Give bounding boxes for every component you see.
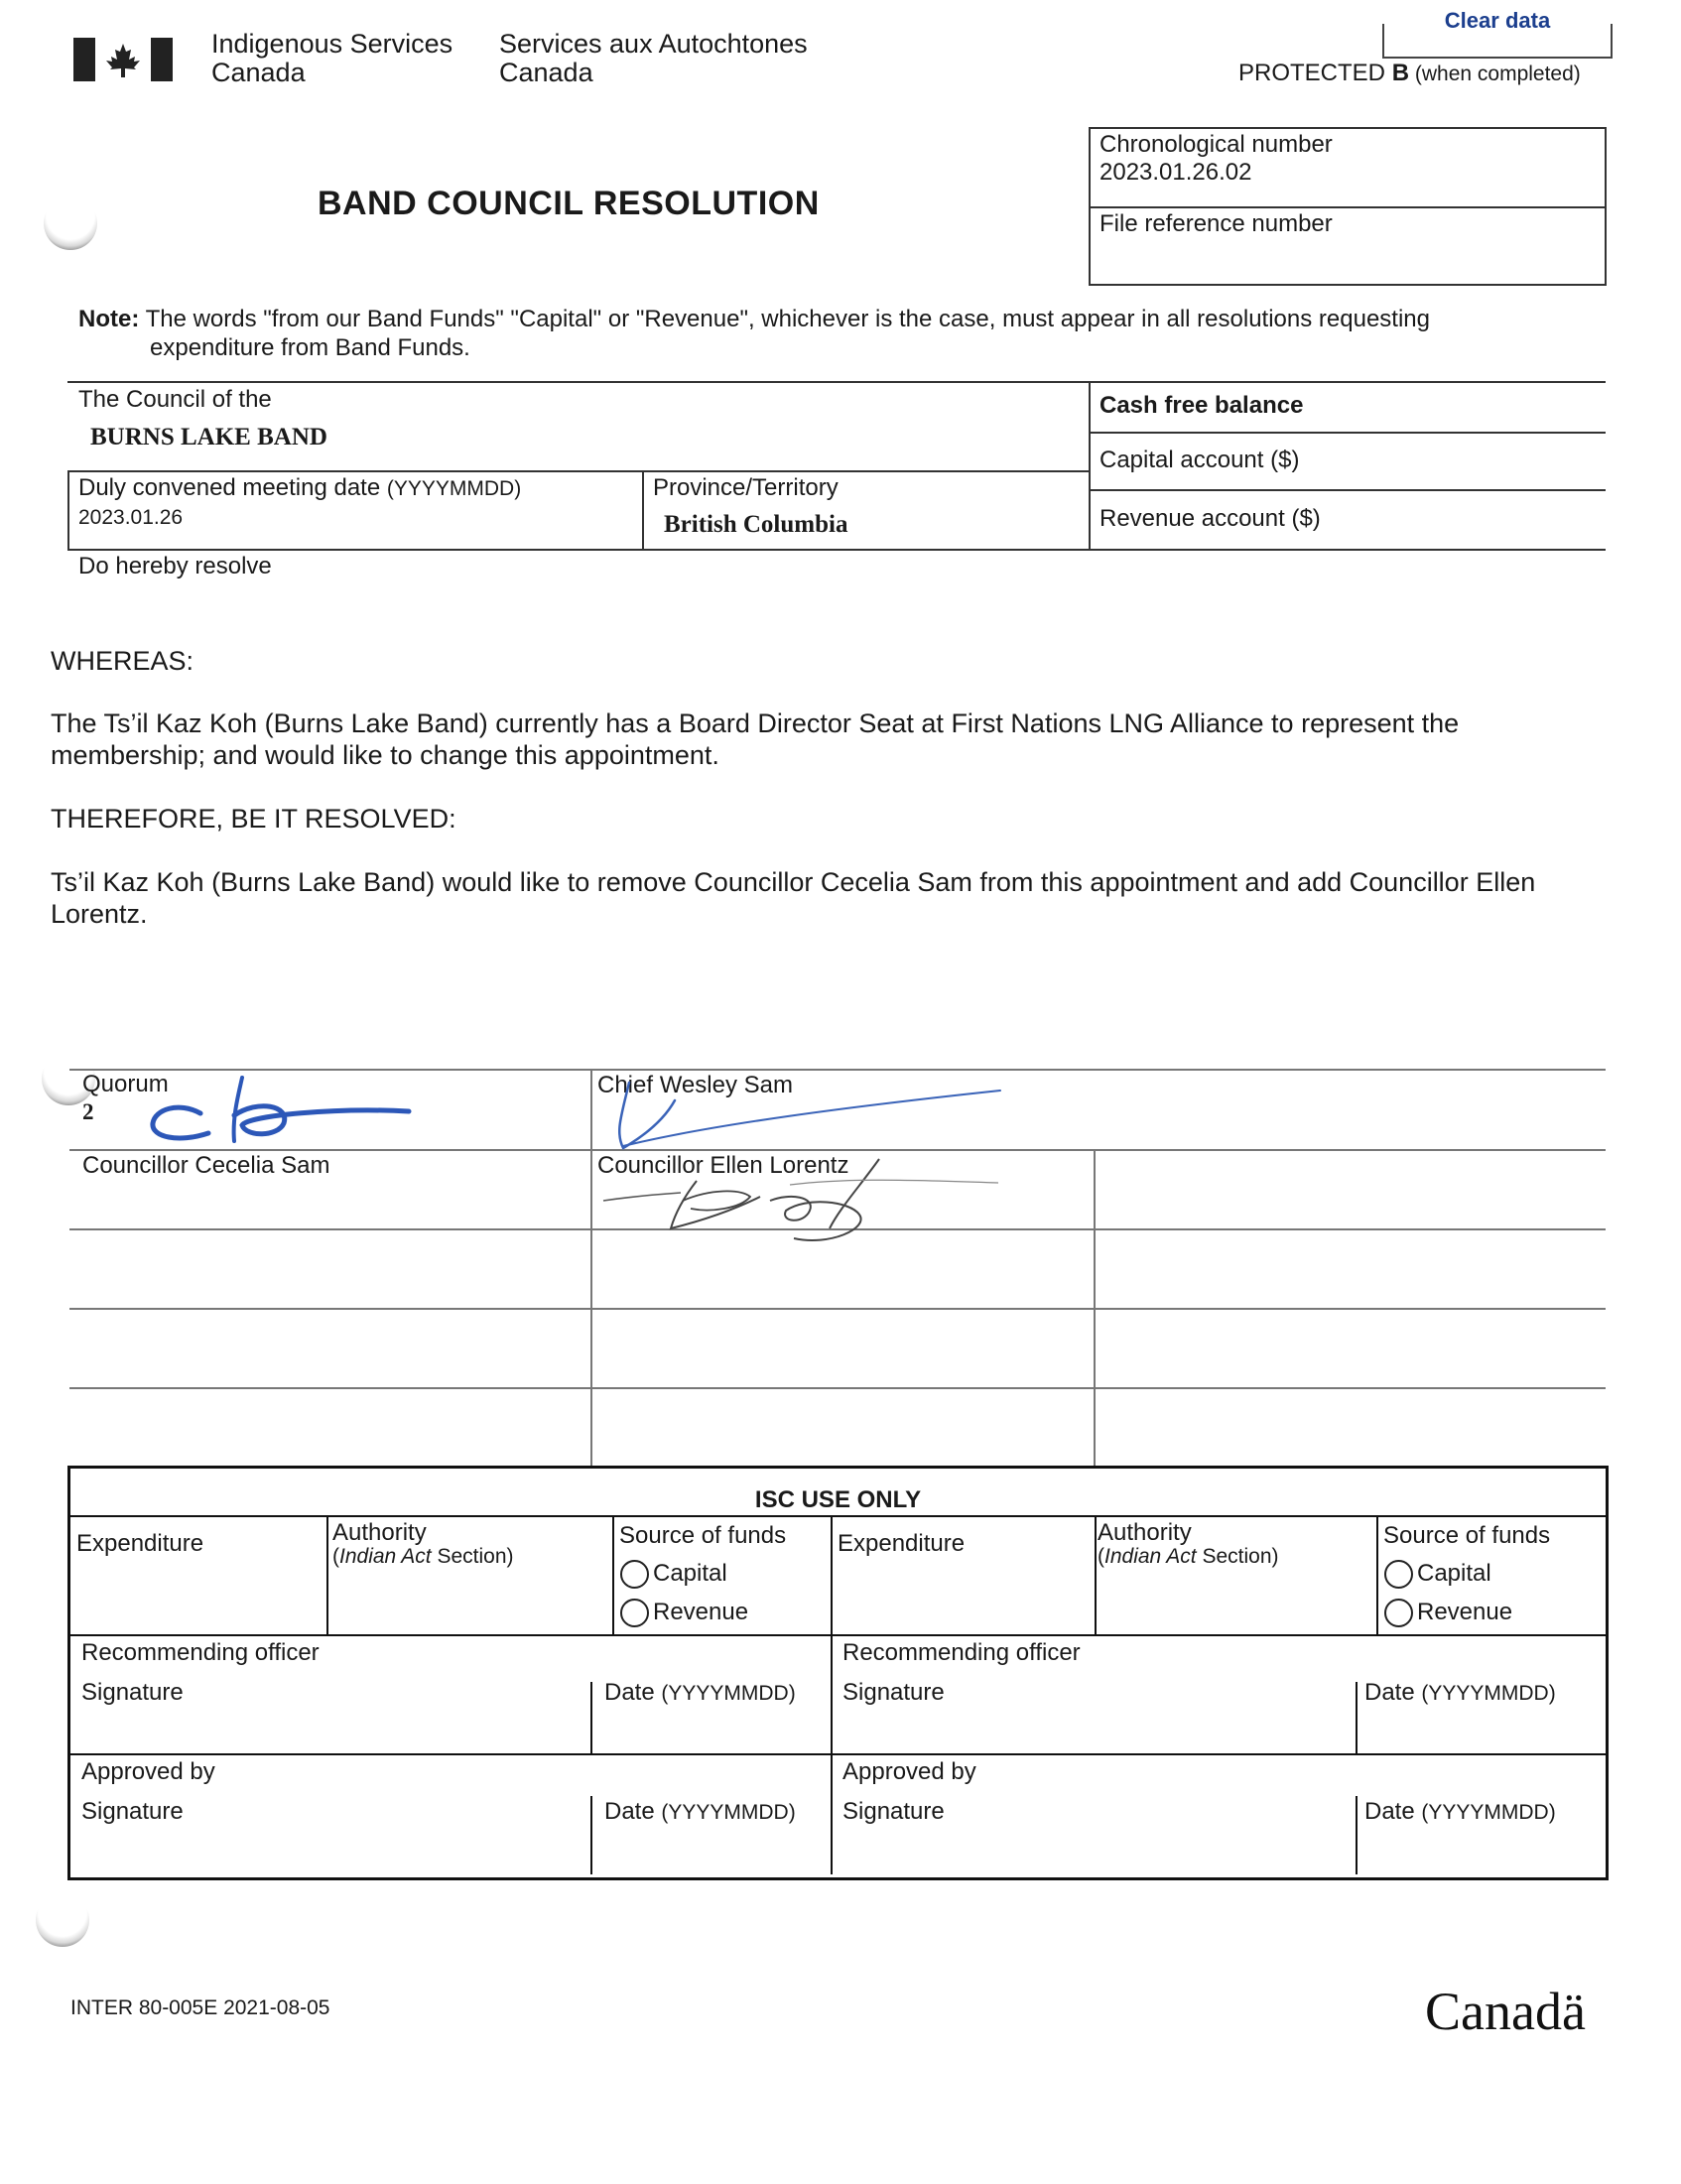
chrono-number[interactable]: 2023.01.26.02 — [1099, 159, 1252, 186]
isc-source-label-2: Source of funds — [1383, 1522, 1551, 1549]
department-name-en: Indigenous Services Canada — [211, 29, 453, 87]
clear-data-button[interactable]: Clear data — [1382, 24, 1613, 59]
isc-revenue-radio-2[interactable]: Revenue — [1384, 1599, 1512, 1627]
councillor-1-name: Councillor Cecelia Sam — [82, 1152, 330, 1179]
whereas-paragraph: The Ts’il Kaz Koh (Burns Lake Band) currently has a Board Director Seat at First Nations LNG Alliance to represent the membership; and would like to change this appointment. — [51, 708, 1460, 770]
isc-source-label: Source of funds — [619, 1522, 787, 1549]
recommending-officer-label-2: Recommending officer — [842, 1639, 1081, 1666]
punch-hole — [36, 1893, 89, 1947]
isc-authority-label-2: Authority — [1098, 1519, 1192, 1546]
councillor-2-name: Councillor Ellen Lorentz — [597, 1152, 849, 1179]
isc-expenditure-label-2: Expenditure — [838, 1530, 966, 1557]
isc-capital-radio-2[interactable]: Capital — [1384, 1560, 1491, 1589]
signature-wesley-sam — [593, 1077, 1010, 1156]
chrono-label: Chronological number — [1099, 131, 1333, 158]
resolution-paragraph: Ts’il Kaz Koh (Burns Lake Band) would like to remove Councillor Cecelia Sam from this appointment and add Councillor Ellen Lorentz. — [51, 867, 1536, 929]
quorum-field[interactable]: 2 — [82, 1099, 94, 1124]
note: Note: The words "from our Band Funds" "Capital" or "Revenue", whichever is the case, must appear in all resolutions requesting — [78, 306, 1430, 332]
council-label: The Council of the — [78, 386, 272, 413]
signature-cecelia-sam — [139, 1072, 417, 1151]
capital-account-label: Capital account ($) — [1099, 447, 1300, 473]
quorum-label: Quorum — [82, 1071, 169, 1097]
chief-name: Chief Wesley Sam — [597, 1072, 793, 1098]
meeting-date-field[interactable]: 2023.01.26 — [78, 506, 184, 529]
revenue-account-label: Revenue account ($) — [1099, 505, 1321, 532]
isc-capital-radio[interactable]: Capital — [620, 1560, 727, 1589]
isc-revenue-radio[interactable]: Revenue — [620, 1599, 748, 1627]
resolve-label: Do hereby resolve — [78, 553, 272, 579]
isc-authority-note-2: (Indian Act Section) — [1098, 1545, 1279, 1568]
recommending-date-label: Date (YYYYMMDD) — [604, 1679, 796, 1706]
province-field[interactable]: British Columbia — [664, 511, 848, 538]
punch-hole — [44, 196, 97, 250]
approved-signature-label: Signature — [81, 1798, 184, 1825]
isc-authority-note: (Indian Act Section) — [332, 1545, 514, 1568]
recommending-date-label-2: Date (YYYYMMDD) — [1364, 1679, 1556, 1706]
canada-flag-icon — [73, 38, 173, 81]
note-continued: expenditure from Band Funds. — [150, 334, 470, 361]
cash-free-balance-label: Cash free balance — [1099, 392, 1304, 419]
department-name-fr: Services aux Autochtones Canada — [499, 29, 808, 87]
approved-by-label: Approved by — [81, 1758, 215, 1785]
reference-box — [1089, 127, 1607, 286]
isc-authority-label: Authority — [332, 1519, 427, 1546]
approved-date-label-2: Date (YYYYMMDD) — [1364, 1798, 1556, 1825]
recommending-officer-label: Recommending officer — [81, 1639, 320, 1666]
form-id: INTER 80-005E 2021-08-05 — [70, 1996, 330, 2019]
isc-title: ISC USE ONLY — [754, 1486, 922, 1513]
canada-wordmark: Canadä — [1425, 1982, 1586, 2041]
resolved-heading: THEREFORE, BE IT RESOLVED: — [51, 804, 456, 834]
page-title: BAND COUNCIL RESOLUTION — [318, 185, 820, 222]
approved-by-label-2: Approved by — [842, 1758, 976, 1785]
signature-ellen-lorentz — [591, 1153, 1008, 1252]
recommending-signature-label: Signature — [81, 1679, 184, 1706]
approved-signature-label-2: Signature — [842, 1798, 945, 1825]
protected-notice: PROTECTED B (when completed) — [1238, 60, 1581, 86]
approved-date-label: Date (YYYYMMDD) — [604, 1798, 796, 1825]
file-ref-label: File reference number — [1099, 210, 1333, 237]
province-label: Province/Territory — [653, 474, 839, 501]
recommending-signature-label-2: Signature — [842, 1679, 945, 1706]
meeting-date-label: Duly convened meeting date (YYYYMMDD) — [78, 474, 522, 501]
whereas-heading: WHEREAS: — [51, 646, 194, 676]
isc-expenditure-label: Expenditure — [76, 1530, 204, 1557]
band-name-field[interactable]: BURNS LAKE BAND — [90, 424, 327, 450]
